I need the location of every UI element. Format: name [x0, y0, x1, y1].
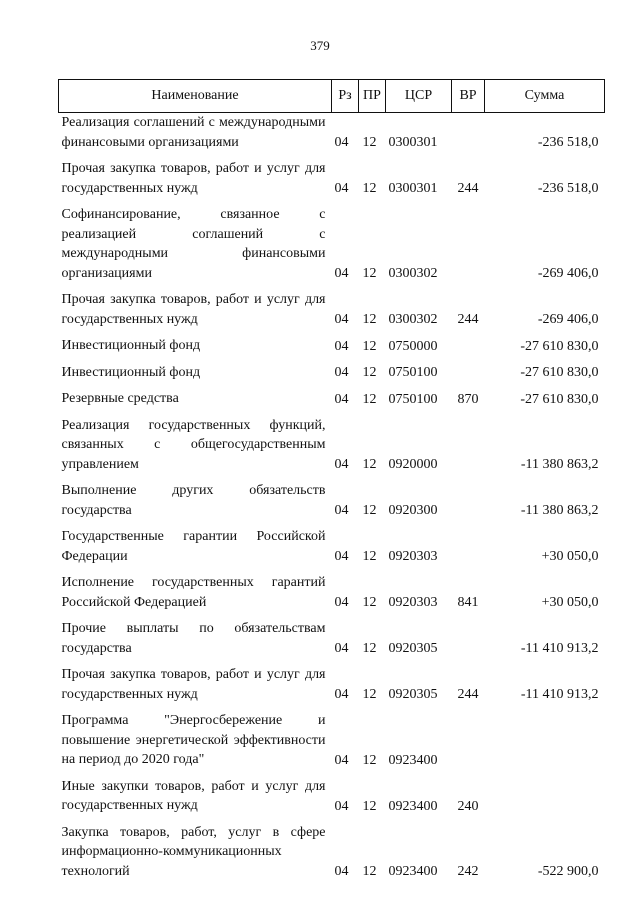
cell-csr: 0920303: [388, 595, 438, 610]
page-number: 379: [310, 38, 330, 53]
header-rz: Рз: [332, 80, 359, 113]
cell-csr: 0300302: [388, 312, 438, 327]
cell-vr: [452, 336, 485, 363]
cell-vr: 240: [457, 798, 479, 814]
cell-vr: [452, 363, 485, 390]
table-row: [59, 290, 605, 336]
cell-vr: 244: [457, 687, 479, 702]
table-header: [59, 80, 605, 113]
cell-sum: -11 380 863,2: [520, 503, 599, 518]
cell-sum: -236 518,0: [537, 135, 599, 150]
header-csr: ЦСР: [386, 80, 452, 113]
cell-name: Инвестиционный фонд: [61, 338, 201, 353]
table-body: [59, 113, 605, 889]
table-row: [59, 205, 605, 290]
cell-name: Прочие выплаты по обязательствам государства: [61, 621, 326, 656]
cell-name: Инвестиционный фонд: [61, 364, 201, 380]
cell-vr: 244: [457, 181, 479, 196]
table-row: [59, 389, 605, 416]
cell-rz: 04: [334, 135, 349, 150]
cell-csr: 0920305: [388, 641, 438, 656]
table-row: [59, 619, 605, 665]
cell-csr: 0923400: [388, 798, 438, 814]
cell-pr: 12: [362, 135, 377, 150]
cell-csr: 0750100: [388, 365, 438, 380]
cell-csr: 0300302: [388, 266, 438, 281]
table-row: [59, 416, 605, 482]
cell-rz: 04: [334, 641, 349, 656]
cell-name: Реализация соглашений с международными финансовыми организациями: [61, 115, 326, 150]
cell-vr: 242: [457, 864, 479, 879]
cell-sum: -522 900,0: [537, 864, 599, 879]
cell-sum: +30 050,0: [541, 595, 599, 610]
cell-rz: 04: [334, 864, 349, 879]
cell-csr: 0923400: [388, 752, 438, 768]
cell-sum: -236 518,0: [537, 181, 599, 196]
cell-vr: [452, 711, 485, 777]
cell-rz: 04: [334, 503, 349, 518]
cell-vr: [452, 619, 485, 665]
cell-pr: 12: [362, 457, 377, 472]
cell-csr: 0920303: [388, 549, 438, 564]
table-row: [59, 481, 605, 527]
cell-name: Софинансирование, связанное с реализацией соглашений с международными финансовыми организациями: [61, 207, 326, 281]
table-row: [59, 159, 605, 205]
table-row: [59, 573, 605, 619]
cell-sum: -11 410 913,2: [520, 687, 599, 702]
cell-sum: -11 410 913,2: [520, 641, 599, 656]
cell-rz: 04: [334, 457, 349, 472]
table-row: [59, 823, 605, 889]
cell-name: Резервные средства: [61, 391, 179, 406]
cell-rz: 04: [334, 549, 349, 564]
cell-pr: 12: [362, 752, 377, 768]
cell-pr: 12: [362, 391, 377, 407]
cell-sum: -11 380 863,2: [520, 457, 599, 472]
cell-csr: 0750100: [388, 391, 438, 407]
budget-table-container: [58, 79, 604, 888]
cell-name: Программа "Энергосбережение и повышение энергетической эффективности на период до 2020 года": [61, 713, 326, 767]
cell-sum: +30 050,0: [541, 549, 599, 564]
header-vr: ВР: [452, 80, 485, 113]
cell-csr: 0920305: [388, 687, 438, 702]
cell-rz: 04: [334, 365, 349, 380]
cell-rz: 04: [334, 595, 349, 610]
cell-name: Прочая закупка товаров, работ и услуг для государственных нужд: [61, 292, 326, 327]
cell-sum: -27 610 830,0: [520, 338, 599, 354]
cell-rz: 04: [334, 391, 349, 407]
table-row: [59, 711, 605, 777]
cell-sum: -269 406,0: [537, 266, 599, 281]
cell-rz: 04: [334, 752, 349, 768]
cell-vr: 870: [457, 391, 479, 407]
cell-pr: 12: [362, 595, 377, 610]
table-row: [59, 113, 605, 160]
header-row: [59, 80, 605, 113]
cell-vr: [452, 527, 485, 573]
cell-name: Прочая закупка товаров, работ и услуг для государственных нужд: [61, 667, 326, 702]
cell-rz: 04: [334, 798, 349, 814]
table-row: [59, 665, 605, 711]
cell-name: Государственные гарантии Российской Федерации: [61, 529, 326, 564]
cell-vr: [452, 481, 485, 527]
cell-sum: -27 610 830,0: [520, 365, 599, 380]
cell-vr: [452, 113, 485, 160]
header-sum: Сумма: [485, 80, 605, 113]
cell-pr: 12: [362, 798, 377, 814]
table-row: [59, 777, 605, 823]
cell-name: Иные закупки товаров, работ и услуг для государственных нужд: [61, 778, 326, 813]
cell-pr: 12: [362, 864, 377, 879]
cell-vr: [452, 205, 485, 290]
cell-sum: [485, 777, 605, 823]
cell-rz: 04: [334, 687, 349, 702]
table-row: [59, 336, 605, 363]
cell-vr: [452, 416, 485, 482]
cell-csr: 0920300: [388, 503, 438, 518]
cell-csr: 0920000: [388, 457, 438, 472]
cell-pr: 12: [362, 266, 377, 281]
cell-pr: 12: [362, 641, 377, 656]
cell-sum: -27 610 830,0: [520, 391, 599, 407]
cell-csr: 0300301: [388, 181, 438, 196]
table-row: [59, 527, 605, 573]
cell-vr: 841: [457, 595, 479, 610]
cell-pr: 12: [362, 181, 377, 196]
cell-csr: 0750000: [388, 338, 438, 354]
cell-vr: 244: [457, 312, 479, 327]
cell-pr: 12: [362, 338, 377, 354]
cell-rz: 04: [334, 338, 349, 354]
cell-csr: 0300301: [388, 135, 438, 150]
cell-name: Выполнение других обязательств государства: [61, 483, 326, 518]
cell-pr: 12: [362, 365, 377, 380]
header-name: Наименование: [59, 80, 332, 113]
cell-sum: -269 406,0: [537, 312, 599, 327]
cell-rz: 04: [334, 312, 349, 327]
header-pr: ПР: [359, 80, 386, 113]
cell-pr: 12: [362, 503, 377, 518]
cell-csr: 0923400: [388, 864, 438, 879]
cell-name: Исполнение государственных гарантий Российской Федерацией: [61, 575, 326, 610]
cell-name: Реализация государственных функций, связанных с общегосударственным управлением: [61, 417, 326, 472]
table-row: [59, 363, 605, 390]
cell-rz: 04: [334, 181, 349, 196]
cell-pr: 12: [362, 687, 377, 702]
cell-rz: 04: [334, 266, 349, 281]
cell-pr: 12: [362, 312, 377, 327]
cell-name: Закупка товаров, работ, услуг в сфере информационно-коммуникационных технологий: [61, 824, 326, 879]
cell-sum: [485, 711, 605, 777]
cell-pr: 12: [362, 549, 377, 564]
cell-name: Прочая закупка товаров, работ и услуг для государственных нужд: [61, 161, 326, 196]
budget-table: [58, 79, 605, 888]
